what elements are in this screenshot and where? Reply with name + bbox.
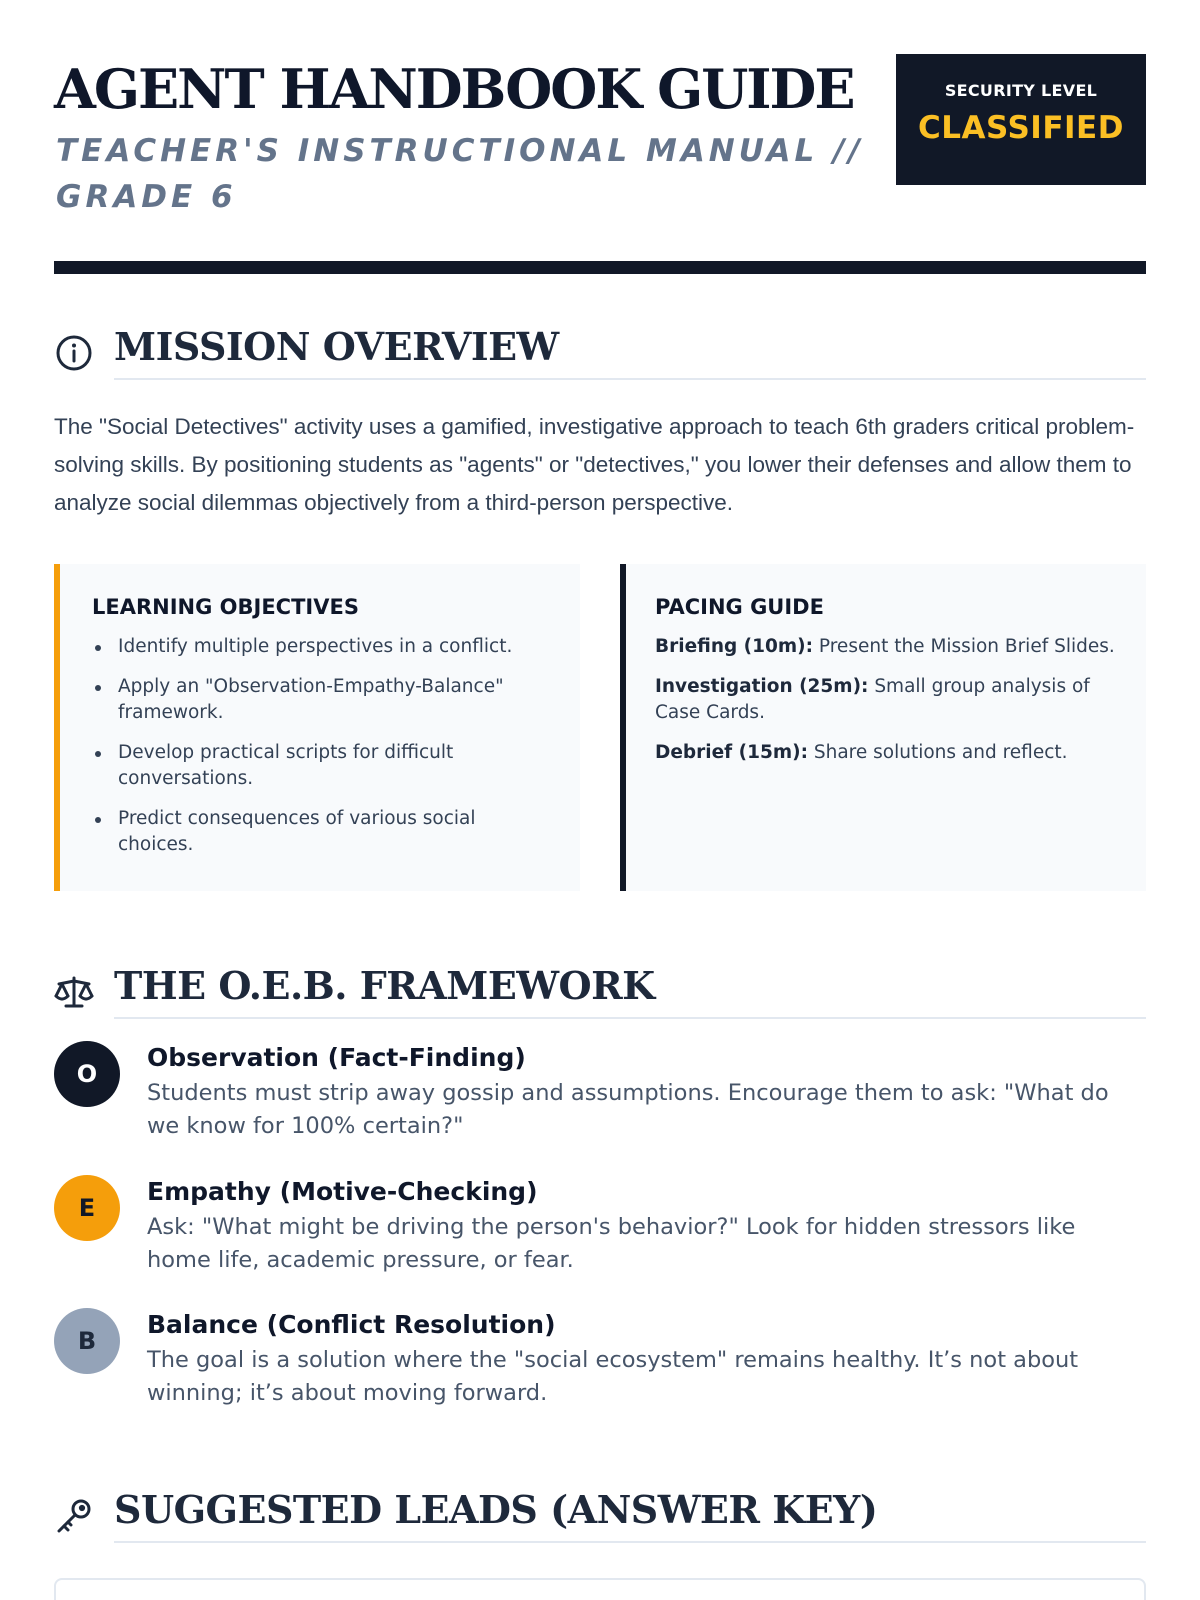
list-item: Identify multiple perspectives in a conflict.	[92, 634, 552, 660]
security-badge-value: CLASSIFIED	[918, 110, 1124, 146]
security-badge-label: SECURITY LEVEL	[944, 81, 1098, 100]
objectives-list	[92, 634, 552, 858]
overview-paragraph: The "Social Detectives" activity uses a gamified, investigative approach to teach 6th graders critical problem-solving skills. By positioning students as "agents" or "detectives," you lower their defenses and allow them to analyze social dilemmas objectively from a third-person perspective.	[54, 414, 1135, 515]
header-divider	[54, 261, 1146, 274]
section-divider	[114, 1017, 1146, 1019]
handbook-page	[54, 0, 1146, 1532]
section-divider	[114, 1541, 1146, 1543]
section-oeb-framework	[54, 962, 1146, 1022]
pacing-item-text: Share solutions and reflect.	[813, 742, 1068, 763]
letter-badge-o: O	[54, 1041, 120, 1107]
pacing-guide-box	[620, 564, 1146, 891]
list-item: Apply an "Observation-Empathy-Balance" framework.	[92, 674, 552, 726]
pacing-guide-title: PACING GUIDE	[655, 595, 824, 619]
framework-item-title: Empathy (Motive-Checking)	[147, 1177, 538, 1206]
letter-badge-e: E	[54, 1175, 120, 1241]
pacing-item	[655, 740, 1118, 766]
section-heading: SUGGESTED LEADS (ANSWER KEY)	[114, 1487, 878, 1532]
pacing-item	[655, 674, 1118, 726]
section-suggested-leads	[54, 1486, 1146, 1546]
section-mission-overview	[54, 323, 1146, 383]
pacing-item-label: Investigation (25m):	[655, 676, 869, 697]
security-badge	[896, 54, 1146, 185]
pacing-item	[655, 634, 1118, 660]
pacing-item-text: Small group analysis of Case Cards.	[655, 676, 1090, 723]
answer-key-card	[54, 1578, 1146, 1600]
section-heading: MISSION OVERVIEW	[114, 324, 559, 369]
list-item: Develop practical scripts for difficult conversations.	[92, 740, 552, 792]
list-item: Predict consequences of various social choices.	[92, 806, 552, 858]
scale-icon	[54, 972, 94, 1012]
learning-objectives-box	[54, 564, 580, 891]
learning-objectives-title: LEARNING OBJECTIVES	[92, 595, 359, 619]
pacing-item-label: Debrief (15m):	[655, 742, 808, 763]
info-circle-icon	[54, 333, 94, 373]
framework-item-title: Observation (Fact-Finding)	[147, 1043, 526, 1072]
framework-item-desc: Ask: "What might be driving the person's behavior?" Look for hidden stressors like home life, academic pressure, or fear.	[147, 1214, 1076, 1273]
letter-badge-b: B	[54, 1308, 120, 1374]
page-subtitle: TEACHER'S INSTRUCTIONAL MANUAL // GRADE 6	[56, 133, 864, 215]
pacing-item-label: Briefing (10m):	[655, 636, 814, 657]
page-header	[54, 0, 1146, 274]
pacing-item-text: Present the Mission Brief Slides.	[818, 636, 1115, 657]
framework-item-desc: The goal is a solution where the "social ecosystem" remains healthy. It’s not about winning; it’s about moving forward.	[147, 1347, 1079, 1406]
framework-item-title: Balance (Conflict Resolution)	[147, 1310, 556, 1339]
section-divider	[114, 378, 1146, 380]
framework-item-desc: Students must strip away gossip and assumptions. Encourage them to ask: "What do we know for 100% certain?"	[147, 1080, 1109, 1139]
page-title: AGENT HANDBOOK GUIDE	[54, 57, 854, 121]
section-heading: THE O.E.B. FRAMEWORK	[114, 963, 655, 1008]
key-icon	[54, 1496, 94, 1536]
